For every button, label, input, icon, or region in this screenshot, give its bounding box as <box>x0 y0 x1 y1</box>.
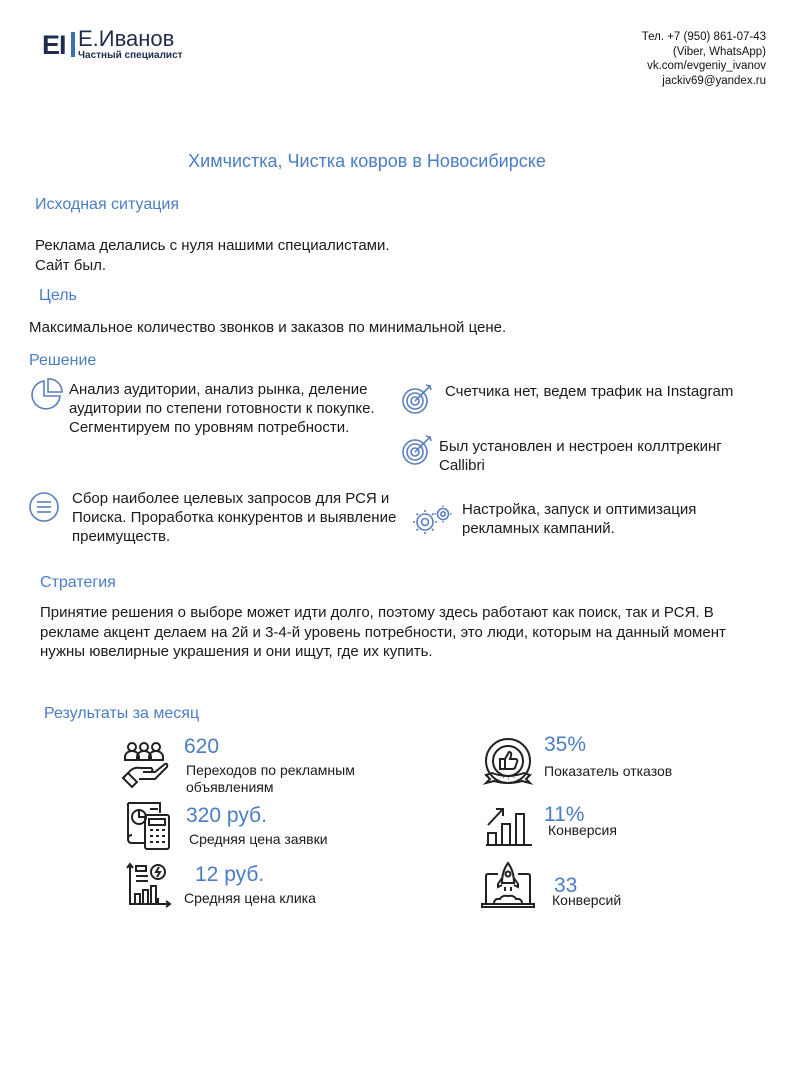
logo-bar <box>71 32 75 57</box>
contact-phone: Тел. +7 (950) 861-07-43 <box>641 31 766 43</box>
initial-line: Реклама делались с нуля нашими специалистами. <box>35 237 390 254</box>
contact-messengers: (Viber, WhatsApp) <box>672 45 766 58</box>
solution-item: Счетчика нет, ведем трафик на Instagram <box>445 383 734 400</box>
thumbs-up-badge-icon <box>480 735 536 796</box>
result-value: 620 <box>184 735 220 758</box>
initial-heading: Исходная ситуация <box>35 196 179 213</box>
calculator-report-icon <box>123 799 175 856</box>
strategy-text: Принятие решения о выборе может идти долго, поэтому здесь работают как поиск, так и РСЯ. В рекламе акцент делаем на 2й и 3-4-й уровень потребности, это люди, которым на данный момент нужны ювелирные украшения и они ищут, где их купить. <box>40 604 726 660</box>
result-label: Конверсий <box>552 892 622 908</box>
growth-bars-icon <box>484 800 534 853</box>
result-label: Конверсия <box>548 822 617 838</box>
initial-text <box>35 236 390 276</box>
solution-item: Сбор наиболее целевых запросов для РСЯ и Поиска. Проработка конкурентов и выявление преимуществ. <box>72 490 397 545</box>
solution-item: Анализ аудитории, анализ рынка, деление аудитории по степени готовности к покупке. Сегментируем по уровням потребности. <box>69 381 375 436</box>
result-label: Средняя цена заявки <box>189 831 328 847</box>
target-icon <box>400 432 436 473</box>
initial-line: Сайт был. <box>35 257 107 274</box>
result-value: 33 <box>554 874 578 897</box>
list-icon <box>28 490 62 529</box>
page-title <box>0 151 734 172</box>
logo-subtitle: Частный специалист <box>78 50 183 61</box>
contact-vk[interactable]: vk.com/evgeniy_ivanov <box>647 60 766 72</box>
solution-item: Настройка, запуск и оптимизация рекламных кампаний. <box>462 501 697 537</box>
target-icon <box>400 381 436 422</box>
result-value: 320 руб. <box>186 804 267 827</box>
chart-lightning-icon <box>126 860 176 915</box>
solution-item: Был установлен и нестроен коллтрекинг Callibri <box>439 438 722 474</box>
result-label: Переходов по рекламным объявлениям <box>186 762 355 795</box>
pie-chart-icon <box>30 377 66 416</box>
results-heading: Результаты за месяц <box>44 705 200 722</box>
result-value: 11% <box>544 803 585 826</box>
rocket-laptop-icon <box>480 860 536 917</box>
page-title-text: Химчистка, Чистка ковров в Новосибирске <box>188 151 546 171</box>
hand-people-icon <box>120 740 170 795</box>
result-label: Средняя цена клика <box>184 890 316 906</box>
logo-name: Е.Иванов <box>78 26 175 51</box>
goal-heading: Цель <box>39 287 77 304</box>
result-label: Показатель отказов <box>544 763 673 779</box>
contacts <box>642 30 766 88</box>
contact-email[interactable]: jackiv69@yandex.ru <box>662 74 766 87</box>
result-value: 12 руб. <box>195 863 265 886</box>
solution-heading: Решение <box>29 352 97 369</box>
logo-mark: ЕІ <box>42 30 66 60</box>
strategy-heading: Стратегия <box>40 574 116 591</box>
result-value: 35% <box>544 733 587 756</box>
gears-icon <box>410 503 456 540</box>
goal-text: Максимальное количество звонков и заказов по минимальной цене. <box>29 319 507 336</box>
